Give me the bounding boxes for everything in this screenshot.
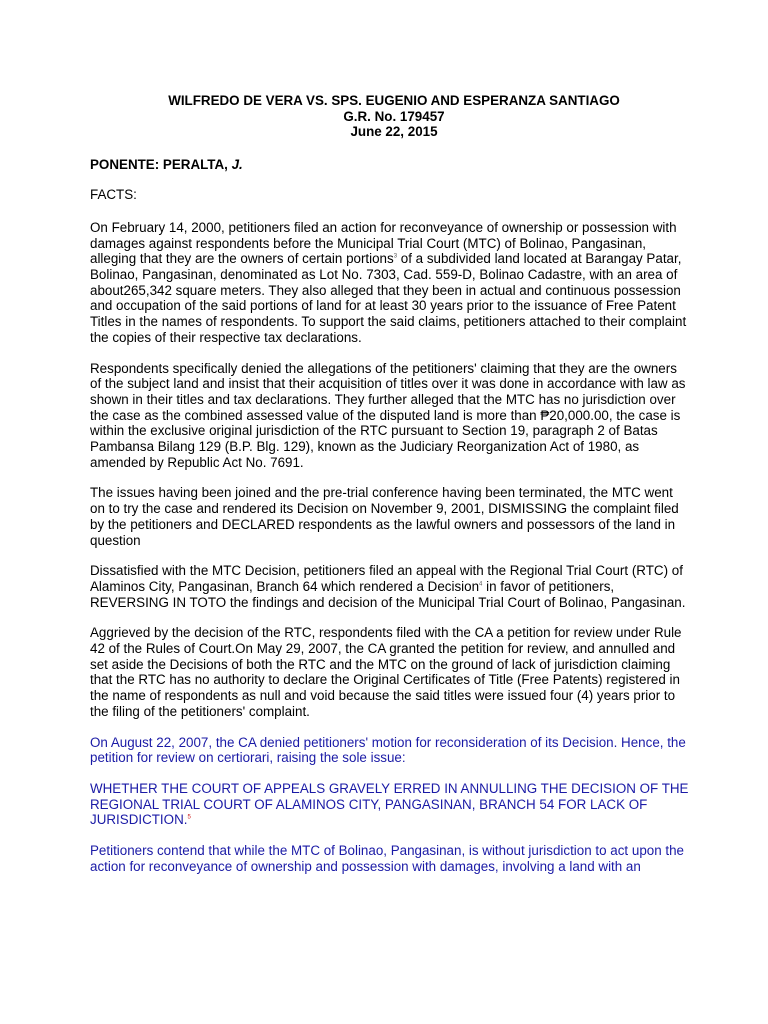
paragraph-2: Respondents specifically denied the allegations of the petitioners' claiming that they are the owners of the subject land and insist that their acquisition of titles over it was done in accordance with law as shown in their titles and tax declarations. They further alleged that the MTC has no jurisdiction over the case as the combined assessed value of the disputed land is more than ₱20,000.00, the case is within the exclusive original jurisdiction of the RTC pursuant to Section 19, paragraph 2 of Batas Pambansa Bilang 129 (B.P. Blg. 129), known as the Judiciary Reorganization Act of 1980, as amended by Republic Act No. 7691.: [90, 360, 686, 470]
issue-statement: [90, 781, 690, 828]
paragraph-4: [90, 563, 690, 610]
ponente-label: PONENTE: PERALTA,: [90, 156, 232, 172]
case-header: [90, 93, 698, 140]
paragraph-1-text-b: of a subdivided land located at Barangay Patar, Bolinao, Pangasinan, denominated as Lot No. 7303, Cad. 559-D, Bolinao Cadastre, with an area of about265,342 square meters. They also alleged that they been in actual and continuous possession and occupation of the said portions of land for at least 30 years prior to the issuance of Free Patent Titles in the names of respondents. To support the said claims, petitioners attached to their complaint the copies of their respective tax declarations.: [90, 251, 687, 345]
document-page: [90, 93, 690, 875]
paragraph-4-text-a: Dissatisfied with the MTC Decision, petitioners filed an appeal with the Regional Trial Court (RTC) of Alaminos City, Pangasinan, Branch 64 which rendered a Decision: [90, 563, 683, 594]
paragraph-4-text-b: in favor of petitioners, REVERSING IN TOTO the findings and decision of the Municipal Trial Court of Bolinao, Pangasinan.: [90, 578, 686, 610]
footnote-ref-3[interactable]: 3: [393, 253, 398, 260]
paragraph-3: The issues having been joined and the pre-trial conference having been terminated, the MTC went on to try the case and rendered its Decision on November 9, 2001, DISMISSING the complaint filed by the petitioners and DECLARED respondents as the lawful owners and possessors of the land in question: [90, 485, 679, 548]
issue-text: WHETHER THE COURT OF APPEALS GRAVELY ERRED IN ANNULLING THE DECISION OF THE REGIONAL TRIAL COURT OF ALAMINOS CITY, PANGASINAN, BRANCH 54 FOR LACK OF JURISDICTION.: [90, 781, 689, 828]
paragraph-6: On August 22, 2007, the CA denied petitioners' motion for reconsideration of its Decision. Hence, the petition for review on certiorari, raising the sole issue:: [90, 734, 686, 766]
ponente-line: [90, 157, 690, 173]
paragraph-5: Aggrieved by the decision of the RTC, respondents filed with the CA a petition for review under Rule 42 of the Rules of Court.On May 29, 2007, the CA granted the petition for review, and annulled and set aside the Decisions of both the RTC and the MTC on the ground of lack of jurisdiction claiming that the RTC has no authority to declare the Original Certificates of Title (Free Patents) registered in the name of respondents as null and void because the said titles were issued four (4) years prior to the filing of the petitioners' complaint.: [90, 625, 682, 719]
footnote-ref-5[interactable]: 5: [187, 814, 191, 821]
footnote-ref-4[interactable]: 4: [479, 581, 483, 588]
paragraph-1-text-a: On February 14, 2000, petitioners filed an action for reconveyance of ownership or possession with damages against respondents before the Municipal Trial Court (MTC) of Bolinao, Pangasinan, alleging that they are the owners of certain portions: [90, 219, 677, 267]
paragraph-8: Petitioners contend that while the MTC of Bolinao, Pangasinan, is without jurisdiction to act upon the action for reconveyance of ownership and possession with damages, involving a land with an: [90, 843, 684, 874]
paragraph-1: [90, 220, 690, 346]
case-title: WILFREDO DE VERA VS. SPS. EUGENIO AND ESPERANZA SANTIAGO: [168, 93, 620, 108]
case-date: June 22, 2015: [350, 124, 438, 139]
ponente-name: J.: [231, 156, 243, 172]
case-number: G.R. No. 179457: [343, 108, 445, 124]
facts-heading: FACTS:: [90, 187, 137, 203]
